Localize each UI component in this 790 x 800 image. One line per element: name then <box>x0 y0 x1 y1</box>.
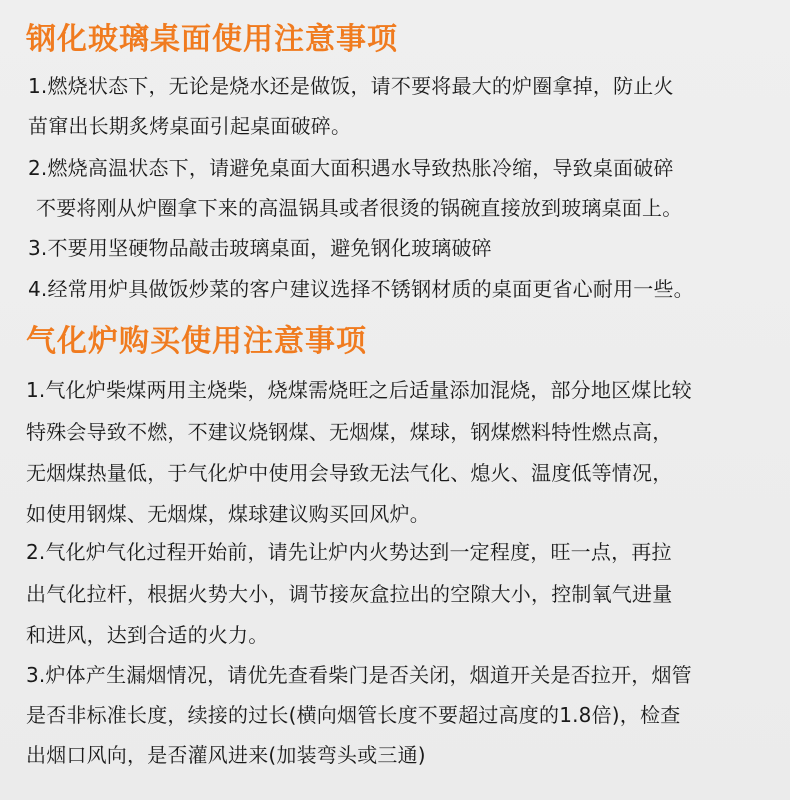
glass-notice-line-5: 3.不要用坚硬物品敲击玻璃桌面，避免钢化玻璃破碎 <box>28 236 492 260</box>
gasifier-notice-line-8: 3.炉体产生漏烟情况，请优先查看柴门是否关闭，烟道开关是否拉开，烟管 <box>26 663 692 687</box>
gasifier-notice-line-6: 出气化拉杆，根据火势大小，调节接灰盒拉出的空隙大小，控制氧气进量 <box>26 582 673 606</box>
glass-notice-line-1: 1.燃烧状态下，无论是烧水还是做饭，请不要将最大的炉圈拿掉，防止火 <box>28 74 674 98</box>
gasifier-notice-line-4: 如使用钢煤、无烟煤，煤球建议购买回风炉。 <box>26 502 430 526</box>
gasifier-notice-line-7: 和进风，达到合适的火力。 <box>26 623 269 647</box>
gasifier-notice-line-10: 出烟口风向，是否灌风进来(加装弯头或三通) <box>26 743 426 767</box>
tempered-glass-notice-title: 钢化玻璃桌面使用注意事项 <box>26 22 398 57</box>
gasifier-notice-line-3: 无烟煤热量低，于气化炉中使用会导致无法气化、熄火、温度低等情况， <box>26 461 673 485</box>
gasifier-notice-line-1: 1.气化炉柴煤两用主烧柴，烧煤需烧旺之后适量添加混烧，部分地区煤比较 <box>26 378 692 402</box>
glass-notice-line-4: 不要将刚从炉圈拿下来的高温锅具或者很烫的锅碗直接放到玻璃桌面上。 <box>36 196 683 220</box>
gasifier-notice-title: 气化炉购买使用注意事项 <box>26 324 367 359</box>
gasifier-notice-line-5: 2.气化炉气化过程开始前，请先让炉内火势达到一定程度，旺一点，再拉 <box>26 540 672 564</box>
glass-notice-line-6: 4.经常用炉具做饭炒菜的客户建议选择不锈钢材质的桌面更省心耐用一些。 <box>28 277 694 301</box>
gasifier-notice-line-9: 是否非标准长度，续接的过长(横向烟管长度不要超过高度的1.8倍)，检查 <box>26 703 681 727</box>
glass-notice-line-2: 苗窜出长期炙烤桌面引起桌面破碎。 <box>28 114 352 138</box>
glass-notice-line-3: 2.燃烧高温状态下，请避免桌面大面积遇水导致热胀冷缩，导致桌面破碎 <box>28 156 674 180</box>
gasifier-notice-line-2: 特殊会导致不燃，不建议烧钢煤、无烟煤，煤球，钢煤燃料特性燃点高， <box>26 420 673 444</box>
